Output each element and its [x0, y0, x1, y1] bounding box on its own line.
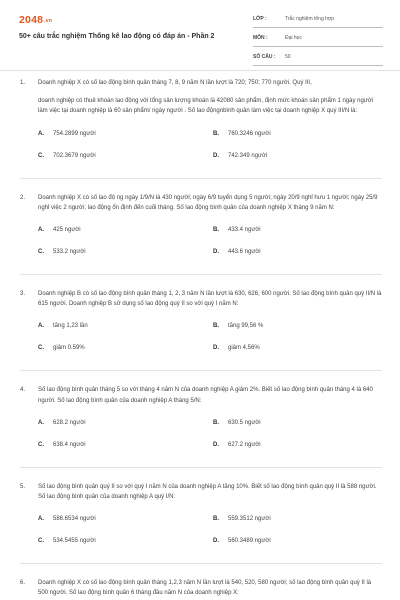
- question-item: [20, 385, 382, 461]
- option-letter: B.: [213, 516, 219, 523]
- question-text: [38, 482, 382, 502]
- question-text: [38, 578, 382, 598]
- option-text: 559.3512 người: [228, 516, 271, 523]
- info-row: [253, 13, 383, 28]
- info-label: SỐ CÂU :: [253, 54, 276, 60]
- question-paragraph: Số lao động bình quân quý II so với quý I năm N của doanh nghiệp A tăng 10%. Biết số lao động bình quân quý II là 588 người. Số lao động bình quân của doanh nghiệp A quý I/N:: [38, 483, 377, 501]
- question-number: 6.: [20, 580, 26, 587]
- option-row: [38, 129, 382, 151]
- option-letter: A.: [38, 516, 44, 523]
- question-number: 5.: [20, 483, 26, 490]
- option-row: [38, 514, 382, 536]
- option-letter: D.: [213, 345, 219, 352]
- option-text: 628.2 người: [53, 419, 86, 426]
- document-header: [0, 0, 400, 70]
- answer-option[interactable]: [213, 225, 261, 235]
- answer-option[interactable]: [38, 440, 86, 450]
- question-paragraph: Số lao động bình quân tháng 5 so với tháng 4 năm N của doanh nghiệp A giảm 2%. Biết số lao động bình quân tháng 4 là 640 người. Số lao động bình quân của doanh nghiệp A tháng 5/N:: [38, 387, 373, 404]
- answer-options: [38, 129, 382, 173]
- option-row: [38, 151, 382, 173]
- option-letter: A.: [38, 419, 44, 426]
- option-letter: D.: [213, 538, 219, 545]
- option-row: [38, 343, 382, 365]
- option-text: 533.2 người: [53, 249, 86, 256]
- answer-option[interactable]: [213, 514, 271, 524]
- option-text: 443.6 người: [228, 249, 261, 256]
- answer-option[interactable]: [213, 151, 267, 161]
- option-text: 630.5 người: [228, 419, 261, 426]
- question-paragraph: Doanh nghiệp X có số lao độ ng ngày 1/9/N là 430 người; ngày 6/9 tuyển dụng 5 người; ngày 20/9 nghỉ hưu 1 người; ngày 25/9 nghỉ việc 2 người; lao động ổn định đến cuối tháng. Số lao động bình quân của doanh nghiệp X tháng 9 năm N:: [38, 194, 378, 211]
- option-text: 534.5455 người: [53, 538, 96, 545]
- answer-option[interactable]: [213, 536, 271, 546]
- site-logo[interactable]: [19, 14, 52, 26]
- info-label: MÔN :: [253, 35, 268, 41]
- question-divider: [20, 370, 382, 371]
- question-item: [20, 289, 382, 365]
- question-divider: [20, 274, 382, 275]
- option-text: tăng 99,56 %: [228, 323, 264, 330]
- question-paragraph: doanh nghiệp có thuê khoán lao động với tổng sản lượng khoán là 42080 sản phẩm, định mức khoán sản phẩm 1 ngày người làm việc tại doanh nghiệp là 60 sản phẩm/ ngày người . Số lao độngnbình quân làm việc tại doanh nghiệp X quý III/N là:: [38, 98, 374, 115]
- option-text: 638.4 người: [53, 441, 86, 448]
- answer-options: [38, 514, 382, 558]
- header-divider: [0, 70, 400, 71]
- option-letter: A.: [38, 227, 44, 234]
- option-text: 627.2 người: [228, 441, 261, 448]
- question-divider: [20, 178, 382, 179]
- option-row: [38, 536, 382, 558]
- option-text: 760.3246 người: [228, 130, 271, 137]
- question-number: 2.: [20, 194, 26, 201]
- option-letter: C.: [38, 538, 44, 545]
- option-text: 586.6534 người: [53, 516, 96, 523]
- answer-options: [38, 225, 382, 269]
- option-text: 754.2899 người: [53, 130, 96, 137]
- answer-option[interactable]: [213, 129, 271, 139]
- question-item: [20, 78, 382, 173]
- question-text: [38, 289, 382, 309]
- option-row: [38, 225, 382, 247]
- answer-options: [38, 418, 382, 462]
- answer-option[interactable]: [213, 343, 260, 353]
- logo-suffix: .vn: [44, 18, 52, 24]
- answer-option[interactable]: [213, 418, 261, 428]
- option-letter: C.: [38, 249, 44, 256]
- question-paragraph: Doanh nghiệp X có số lao động bình quân tháng 1,2,3 năm N lần lượt là 540, 520, 580 người; số lao động bình quân quý II là 500 người. Số lao động bình quân 6 tháng đầu năm N của doanh nghiệp X:: [38, 580, 372, 597]
- info-value: Đại học: [285, 35, 302, 41]
- page-title: 50+ câu trắc nghiệm Thống kê lao động có đáp án - Phần 2: [19, 33, 215, 40]
- option-letter: A.: [38, 130, 44, 137]
- answer-options: [38, 321, 382, 365]
- option-row: [38, 247, 382, 269]
- option-text: 702.3679 người: [53, 152, 96, 159]
- question-divider: [20, 563, 382, 564]
- option-letter: B.: [213, 130, 219, 137]
- question-divider: [20, 467, 382, 468]
- answer-option[interactable]: [38, 247, 86, 257]
- info-value: 50: [285, 54, 291, 60]
- option-row: [38, 321, 382, 343]
- question-number: 3.: [20, 291, 26, 298]
- option-letter: D.: [213, 152, 219, 159]
- option-letter: C.: [38, 152, 44, 159]
- option-text: 433.4 người: [228, 227, 261, 234]
- question-item: [20, 482, 382, 558]
- option-text: giảm 0.59%: [53, 345, 85, 352]
- answer-option[interactable]: [38, 129, 96, 139]
- answer-option[interactable]: [213, 247, 261, 257]
- question-paragraph: Doanh nghiệp X có số lao động bình quân tháng 7, 8, 9 năm N lần lượt là 720; 750; 770 người. Quý III,: [38, 80, 312, 86]
- info-row: [253, 32, 383, 47]
- info-box: [253, 13, 383, 70]
- option-letter: B.: [213, 323, 219, 330]
- option-text: 742.349 người: [228, 152, 268, 159]
- info-row: [253, 51, 383, 66]
- question-number: 1.: [20, 80, 26, 86]
- option-letter: D.: [213, 441, 219, 448]
- answer-option[interactable]: [213, 321, 263, 331]
- logo-text: 2048: [19, 14, 44, 26]
- info-value: Trắc nghiệm tổng hợp: [285, 16, 334, 22]
- answer-option[interactable]: [213, 440, 261, 450]
- question-number: 4.: [20, 387, 26, 394]
- question-text: [38, 385, 382, 405]
- question-list: [0, 78, 400, 599]
- option-text: 560.3489 người: [228, 538, 271, 545]
- option-letter: B.: [213, 227, 219, 234]
- option-letter: B.: [213, 419, 219, 426]
- option-letter: D.: [213, 249, 219, 256]
- option-letter: A.: [38, 323, 44, 330]
- option-row: [38, 418, 382, 440]
- option-letter: C.: [38, 441, 44, 448]
- question-text: [38, 78, 382, 117]
- option-row: [38, 440, 382, 462]
- question-item: [20, 578, 382, 598]
- question-item: [20, 193, 382, 269]
- answer-option[interactable]: [38, 151, 96, 161]
- option-letter: C.: [38, 345, 44, 352]
- option-text: tăng 1,23 lần: [53, 323, 88, 330]
- answer-option[interactable]: [38, 418, 86, 428]
- answer-option[interactable]: [38, 321, 88, 331]
- answer-option[interactable]: [38, 225, 81, 235]
- info-label: LỚP :: [253, 16, 267, 22]
- question-paragraph: Doanh nghiệp B có số lao động bình quân tháng 1, 2, 3 năm N lần lượt là 630, 626, 600 người. Số lao động bình quân quý II/N là 615 người. Doanh nghiệp B sử dụng số lao động quý II so với quý I năm N:: [38, 291, 382, 308]
- answer-option[interactable]: [38, 536, 96, 546]
- question-text: [38, 193, 382, 213]
- option-text: 425 người: [53, 227, 81, 234]
- answer-option[interactable]: [38, 343, 85, 353]
- option-text: giảm 4,56%: [228, 345, 260, 352]
- answer-option[interactable]: [38, 514, 96, 524]
